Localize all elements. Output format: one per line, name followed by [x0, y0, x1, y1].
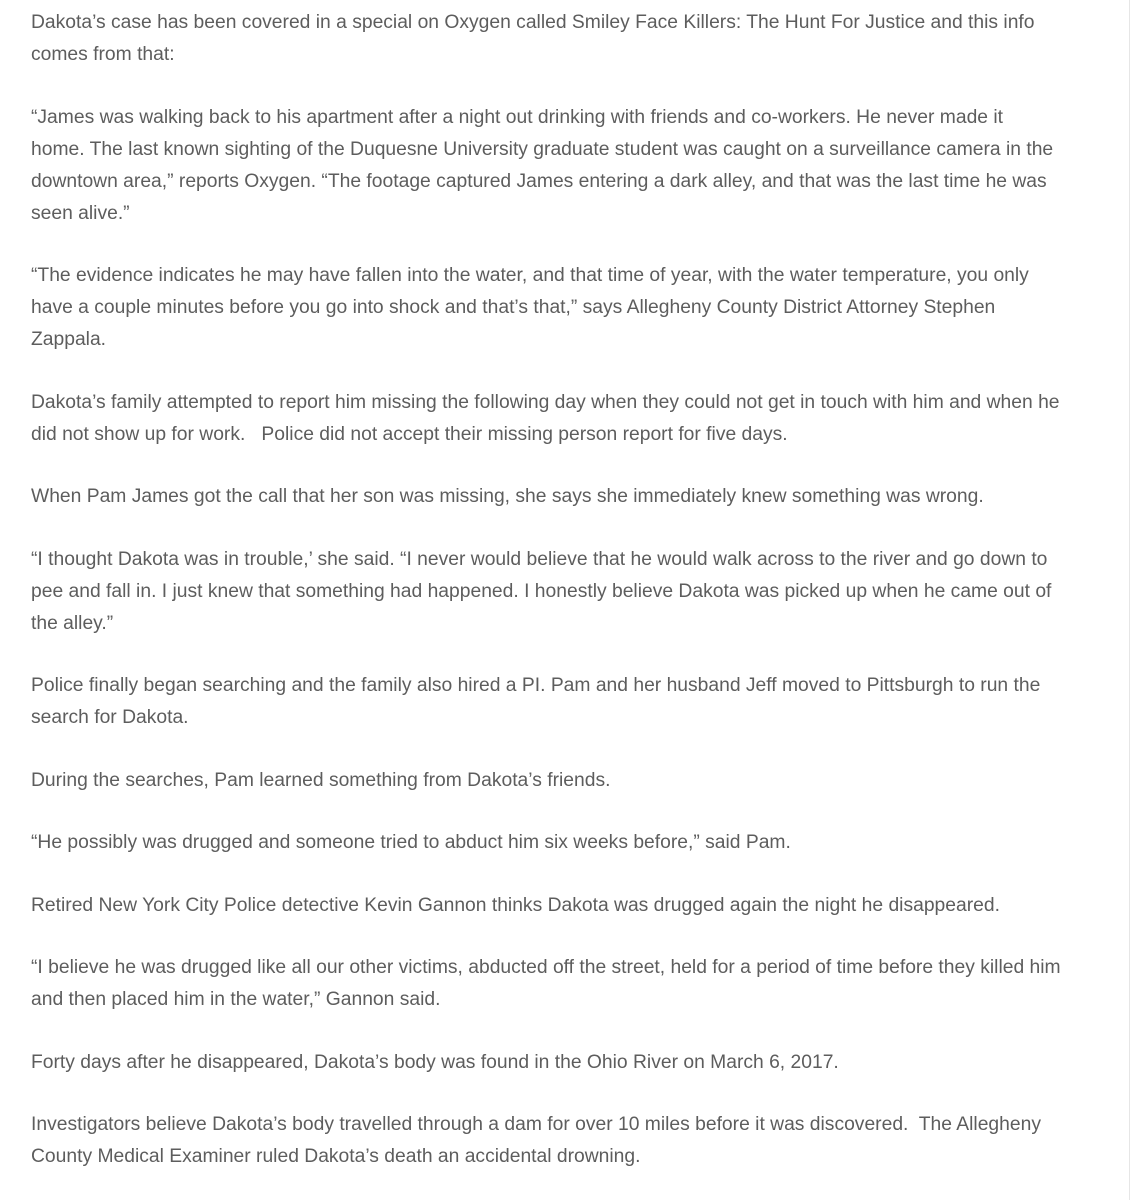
paragraph-intro: Dakota’s case has been covered in a special on Oxygen called Smiley Face Killers: The Hunt For Justice and this info comes from that: — [31, 12, 1040, 65]
paragraph-pam-quote: “I thought Dakota was in trouble,’ she said. “I never would believe that he would walk across to the river and go down to pee and fall in. I just knew that something had happened. I honestly believe Dakota was picked up when he came out of the alley.” — [31, 548, 1057, 634]
paragraph-pam-call: When Pam James got the call that her son was missing, she says she immediately knew something was wrong. — [31, 486, 984, 507]
paragraph-search: Police finally began searching and the family also hired a PI. Pam and her husband Jeff moved to Pittsburgh to run the search for Dakota. — [31, 675, 1046, 728]
paragraph-abduction-attempt: “He possibly was drugged and someone tried to abduct him six weeks before,” said Pam. — [31, 832, 791, 853]
page-edge-divider — [1129, 0, 1130, 1200]
paragraph-gannon-intro: Retired New York City Police detective Kevin Gannon thinks Dakota was drugged again the night he disappeared. — [31, 894, 1000, 916]
paragraph-missing-report: Dakota’s family attempted to report him missing the following day when they could not get in touch with him and when he did not show up for work. Police did not accept their missing person report for five days. — [31, 391, 1065, 445]
paragraph-friends: During the searches, Pam learned something from Dakota’s friends. — [31, 769, 611, 791]
paragraph-medical-examiner: Investigators believe Dakota’s body travelled through a dam for over 10 miles before it was discovered. The Allegheny County Medical Examiner ruled Dakota’s death an accidental drowning. — [31, 1114, 1047, 1167]
paragraph-district-attorney-quote: “The evidence indicates he may have fallen into the water, and that time of year, with the water temperature, you only have a couple minutes before you go into shock and that’s that,” says Allegheny County District Attorney Stephen Zappala. — [31, 265, 1035, 350]
paragraph-gannon-quote: “I believe he was drugged like all our other victims, abducted off the street, held for a period of time before they killed him and then placed him in the water,” Gannon said. — [31, 957, 1066, 1010]
article-body — [31, 7, 1066, 1204]
paragraph-oxygen-report: “James was walking back to his apartment after a night out drinking with friends and co-workers. He never made it home. The last known sighting of the Duquesne University graduate student was caught on a surveillance camera in the downtown area,” reports Oxygen. “The footage captured James entering a dark alley, and that was the last time he was seen alive.” — [31, 106, 1059, 224]
paragraph-body-found: Forty days after he disappeared, Dakota’s body was found in the Ohio River on March 6, 2017. — [31, 1051, 839, 1073]
